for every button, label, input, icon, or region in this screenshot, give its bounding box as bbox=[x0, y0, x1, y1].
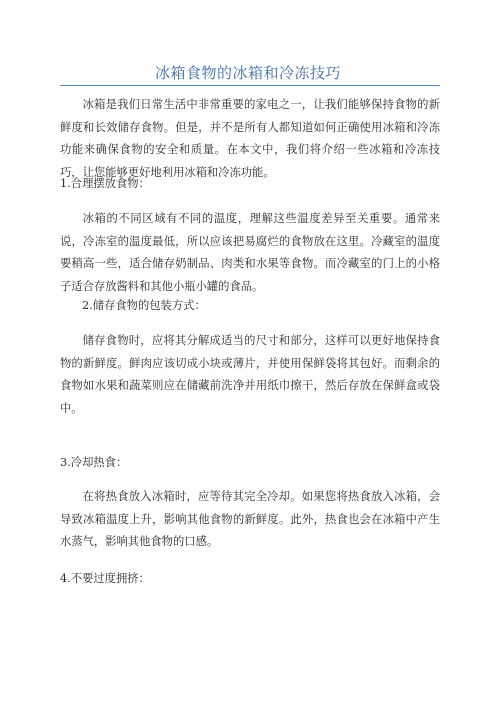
section-2-body: 储存食物时，应将其分解成适当的尺寸和部分，这样可以更好地保持食物的新鲜度。鲜肉应该切成小块或薄片，并使用保鲜袋将其包好。而剩余的食物如水果和蔬菜则应在储藏前洗净并用纸巾擦干，然后存放在保鲜盒或袋中。 bbox=[60, 334, 440, 415]
section-4-heading: 4.不要过度拥挤： bbox=[60, 572, 150, 585]
page-title: 冰箱食物的冰箱和冷冻技巧 bbox=[154, 64, 341, 82]
section-2-heading: 2.储存食物的包装方式： bbox=[82, 299, 206, 312]
section-1-heading: 1.合理摆放食物： bbox=[60, 177, 150, 190]
section-3-heading: 3.冷却热食： bbox=[60, 456, 128, 469]
section-3-body: 在将热食放入冰箱时，应等待其完全冷却。如果您将热食放入冰箱，会导致冰箱温度上升，影响其他食物的新鲜度。此外，热食也会在冰箱中产生水蒸气，影响其他食物的口感。 bbox=[60, 490, 440, 548]
title-underline bbox=[60, 85, 440, 86]
intro-paragraph: 冰箱是我们日常生活中非常重要的家电之一，让我们能够保持食物的新鲜度和长效储存食物。但是，并不是所有人都知道如何正确使用冰箱和冷冻功能来确保食物的安全和质量。在本文中，我们将介绍一些冰箱和冷冻技巧，让您能够更好地利用冰箱和冷冻功能。 bbox=[60, 98, 440, 179]
section-1-body: 冰箱的不同区域有不同的温度，理解这些温度差异至关重要。通常来说，冷冻室的温度最低，所以应该把易腐烂的食物放在这里。冷藏室的温度要稍高一些，适合储存奶制品、肉类和水果等食物。而冷藏室的门上的小格子适合存放酱料和其他小瓶小罐的食品。 bbox=[60, 212, 440, 293]
